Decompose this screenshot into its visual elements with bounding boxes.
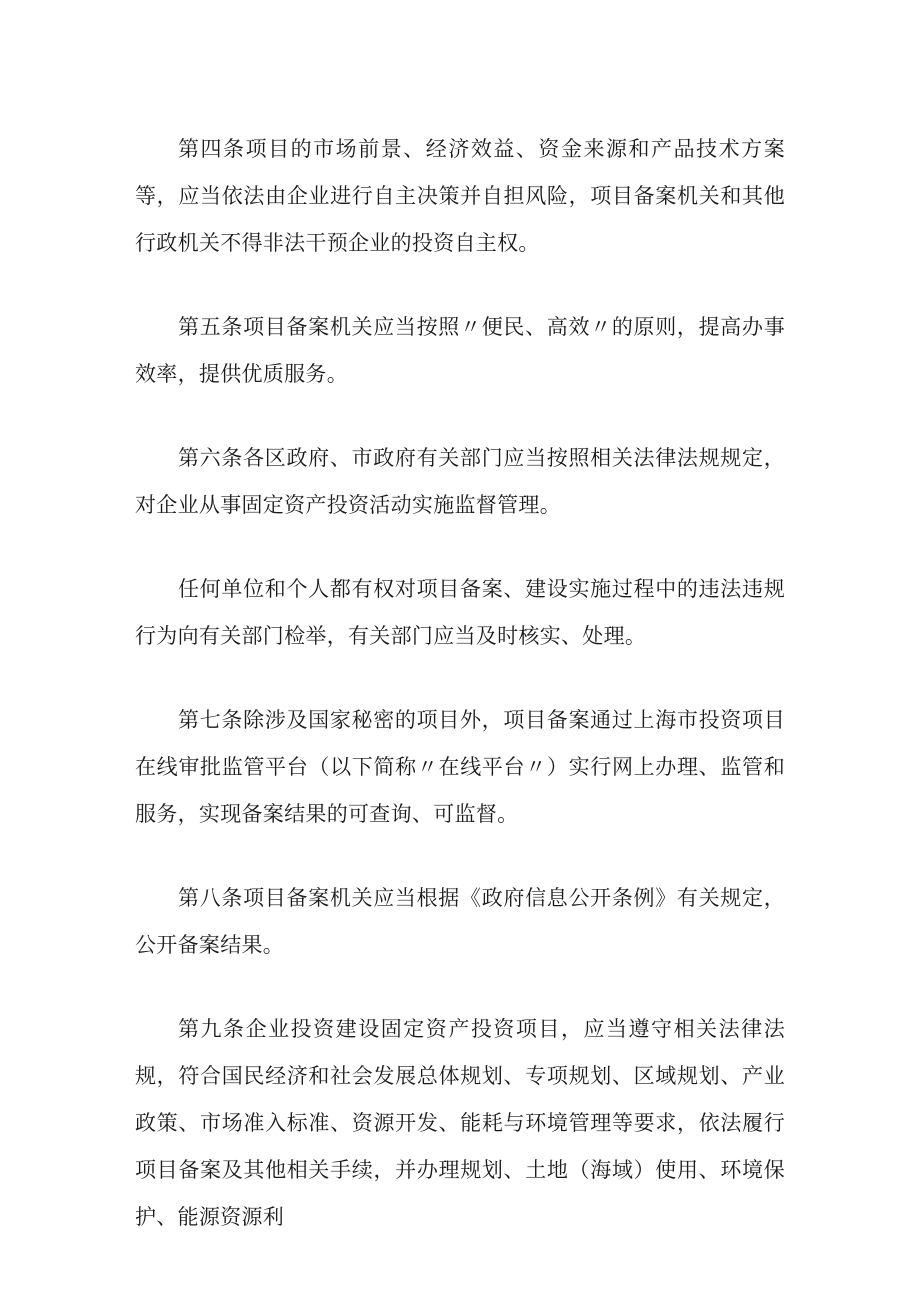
paragraph-article-8: 第八条项目备案机关应当根据《政府信息公开条例》有关规定，公开备案结果。 [135, 886, 785, 957]
paragraph-article-4: 第四条项目的市场前景、经济效益、资金来源和产品技术方案等，应当依法由企业进行自主决策并自担风险，项目备案机关和其他行政机关不得非法干预企业的投资自主权。 [135, 137, 785, 255]
paragraph-article-5: 第五条项目备案机关应当按照〃便民、高效〃的原则，提高办事效率，提供优质服务。 [135, 315, 785, 386]
paragraph-report-right: 任何单位和个人都有权对项目备案、建设实施过程中的违法违规行为向有关部门检举，有关部门应当及时核实、处理。 [135, 577, 785, 648]
paragraph-article-9: 第九条企业投资建设固定资产投资项目，应当遵守相关法律法规，符合国民经济和社会发展总体规划、专项规划、区域规划、产业政策、市场准入标准、资源开发、能耗与环境管理等要求，依法履行项目备案及其他相关手续，并办理规划、土地（海域）使用、环境保护、能源资源利 [135, 1017, 785, 1229]
paragraph-article-6: 第六条各区政府、市政府有关部门应当按照相关法律法规规定，对企业从事固定资产投资活动实施监督管理。 [135, 446, 785, 517]
paragraph-article-7: 第七条除涉及国家秘密的项目外，项目备案通过上海市投资项目在线审批监管平台（以下简称〃在线平台〃）实行网上办理、监管和服务，实现备案结果的可查询、可监督。 [135, 708, 785, 826]
document-body [135, 126, 785, 1278]
